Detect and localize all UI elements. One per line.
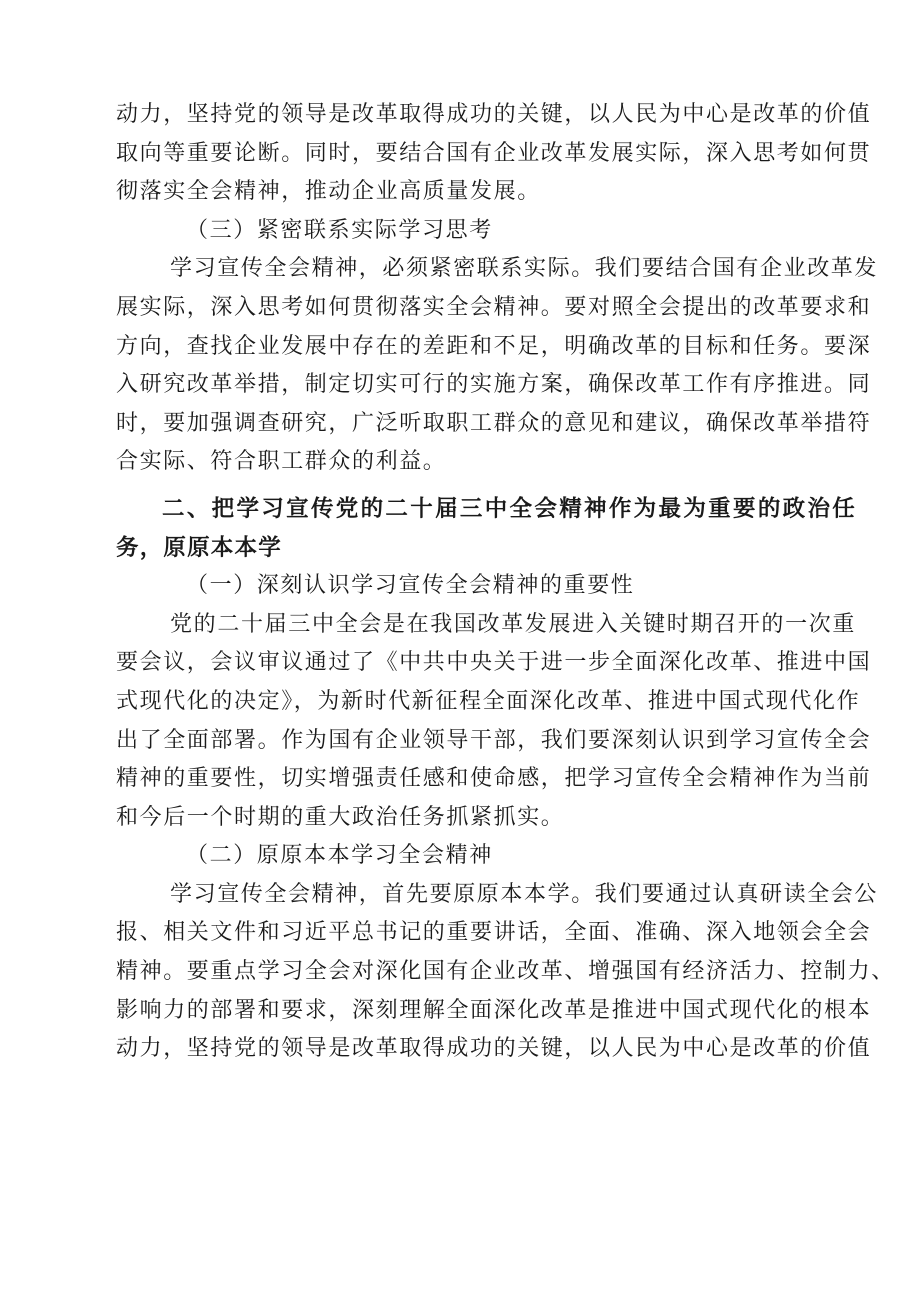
document-body [116, 96, 895, 1069]
text-line: 学习宣传全会精神，首先要原原本本学。我们要通过认真研读全会公 [170, 881, 879, 907]
paragraph-importance [116, 606, 872, 838]
subheading-two: （二）原原本本学习全会精神 [186, 843, 493, 869]
subheading-one: （一）深刻认识学习宣传全会精神的重要性 [186, 573, 635, 599]
text-line: 时，要加强调查研究，广泛听取职工群众的意见和建议，确保改革举措符 [116, 410, 872, 436]
text-line: 精神。要重点学习全会对深化国有企业改革、增强国有经济活力、控制力、 [116, 959, 895, 985]
text-line: 精神的重要性，切实增强责任感和使命感，把学习宣传全会精神作为当前 [116, 766, 872, 792]
text-line: 方向，查找企业发展中存在的差距和不足，明确改革的目标和任务。要深 [116, 333, 872, 359]
text-line: 入研究改革举措，制定切实可行的实施方案，确保改革工作有序推进。同 [116, 372, 872, 398]
heading-line: 二、把学习宣传党的二十届三中全会精神作为最为重要的政治任 [162, 495, 856, 522]
text-line: 彻落实全会精神，推动企业高质量发展。 [116, 179, 541, 205]
text-line: 式现代化的决定》，为新时代新征程全面深化改革、推进中国式现代化作 [116, 688, 861, 714]
text-line: 党的二十届三中全会是在我国改革发展进入关键时期召开的一次重 [170, 611, 856, 637]
section-heading-two [116, 490, 856, 567]
paragraph-study [116, 876, 895, 1069]
text-line: 和今后一个时期的重大政治任务抓紧抓实。 [116, 804, 565, 830]
text-line: 影响力的部署和要求，深刻理解全面深化改革是推进中国式现代化的根本 [116, 997, 872, 1023]
paragraph-practice [116, 250, 879, 482]
text-line: 学习宣传全会精神，必须紧密联系实际。我们要结合国有企业改革发 [170, 256, 879, 282]
heading-line: 务，原原本本学 [116, 534, 282, 561]
text-line: 展实际，深入思考如何贯彻落实全会精神。要对照全会提出的改革要求和 [116, 294, 872, 320]
text-line: 动力，坚持党的领导是改革取得成功的关键，以人民为中心是改革的价值 [116, 102, 872, 127]
text-line: 要会议，会议审议通过了《中共中央关于进一步全面深化改革、推进中国 [116, 650, 872, 676]
text-line: 合实际、符合职工群众的利益。 [116, 449, 447, 475]
subheading-three: （三）紧密联系实际学习思考 [186, 217, 493, 243]
paragraph-continuation [116, 96, 872, 212]
text-line: 取向等重要论断。同时，要结合国有企业改革发展实际，深入思考如何贯 [116, 140, 872, 166]
text-line: 报、相关文件和习近平总书记的重要讲话，全面、准确、深入地领会全会 [116, 920, 872, 946]
text-line: 出了全面部署。作为国有企业领导干部，我们要深刻认识到学习宣传全会 [116, 727, 872, 753]
text-line: 动力，坚持党的领导是改革取得成功的关键，以人民为中心是改革的价值 [116, 1036, 872, 1062]
